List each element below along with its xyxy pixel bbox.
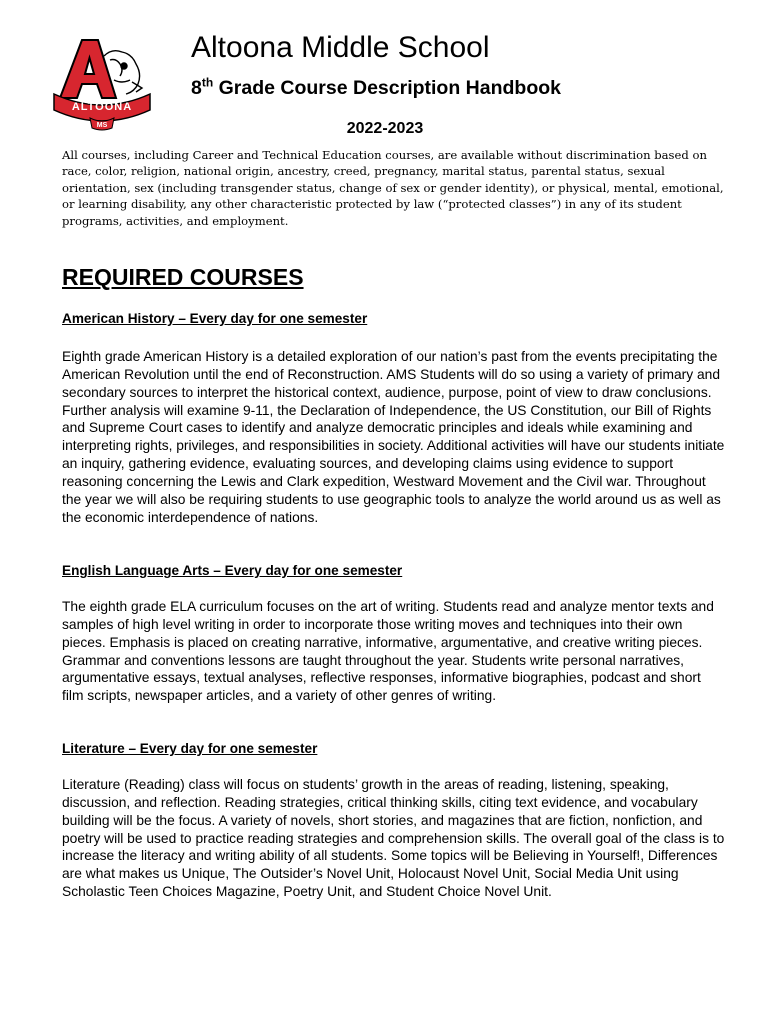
grade-suffix: th: [201, 75, 214, 90]
logo-letter-a: [60, 40, 116, 98]
course-heading-american-history: American History – Every day for one semester: [62, 311, 368, 326]
section-title-required-courses: REQUIRED COURSES: [62, 264, 304, 290]
course-description-english-language-arts: The eighth grade ELA curriculum focuses on the art of writing. Students read and analyze mentor texts and samples of high level writing in order to incorporate those writing moves and techniques into their own pieces. Emphasis is placed on creating narrative, informative, argumentative, and creative writing pieces. Grammar and conventions lessons are taught throughout the year. Students write personal narratives, argumentative essays, textual analyses, reflective responses, informative biographies, podcast and short film scripts, newspaper articles, and a variety of other genres of writing.: [62, 599, 714, 704]
course-description-american-history: Eighth grade American History is a detailed exploration of our nation’s past from the events precipitating the American Revolution until the end of Reconstruction. AMS Students will do so using a variety of primary and secondary sources to interpret the historical context, audience, purpose, point of view to draw conclusions. Further analysis will examine 9-11, the Declaration of Independence, the US Constitution, our Bill of Rights and Supreme Court cases to identify and analyze democratic principles and ideals while examining and interpreting rights, privileges, and responsibilities in society. Additional activities will have our students initiate an inquiry, gathering evidence, evaluating sources, and developing claims using evidence to support reasoning concerning the Lewis and Clark expedition, Westward Movement and the Civil war. Throughout the year we will also be requiring students to use geographic tools to analyze the world around us as well as the economic interdependence of nations.: [62, 349, 725, 525]
course-description-literature: Literature (Reading) class will focus on students’ growth in the areas of reading, listening, speaking, discussion, and reflection. Reading strategies, critical thinking skills, citing text evidence, and vocabulary building will be the focus. A variety of novels, short stories, and magazines that are fiction, nonfiction, and poetry will be used to practice reading strategies and comprehension skills. The overall goal of the class is to increase the literacy and writing ability of all students. Some topics will be Believing in Yourself!, Differences are what makes us Unique, The Outsider’s Novel Unit, Holocaust Novel Unit, Social Media Unit using Scholastic Teen Choices Magazine, Poetry Unit, and Student Choice Novel Unit.: [62, 777, 725, 900]
handbook-title: [191, 75, 561, 101]
non-discrimination-notice: All courses, including Career and Technical Education courses, are available without discrimination based on race, color, religion, national origin, ancestry, creed, pregnancy, marital status, parental status, sexual orientation, sex (including transgender status, change of sex or gender identity), or physical, mental, emotional, or learning disability, any other characteristic protected by law (“protected classes”) in any of its student programs, activities, and employment.: [62, 148, 724, 228]
course-heading-english-language-arts: English Language Arts – Every day for one semester: [62, 563, 403, 578]
course-heading-literature: Literature – Every day for one semester: [62, 741, 318, 756]
svg-text:MS: MS: [96, 122, 108, 129]
school-name: Altoona Middle School: [191, 31, 490, 64]
grade-number: 8: [191, 77, 202, 99]
handbook-title-rest: Grade Course Description Handbook: [213, 77, 561, 99]
school-year: 2022-2023: [346, 120, 424, 137]
svg-text:ALTOONA: ALTOONA: [71, 101, 133, 113]
